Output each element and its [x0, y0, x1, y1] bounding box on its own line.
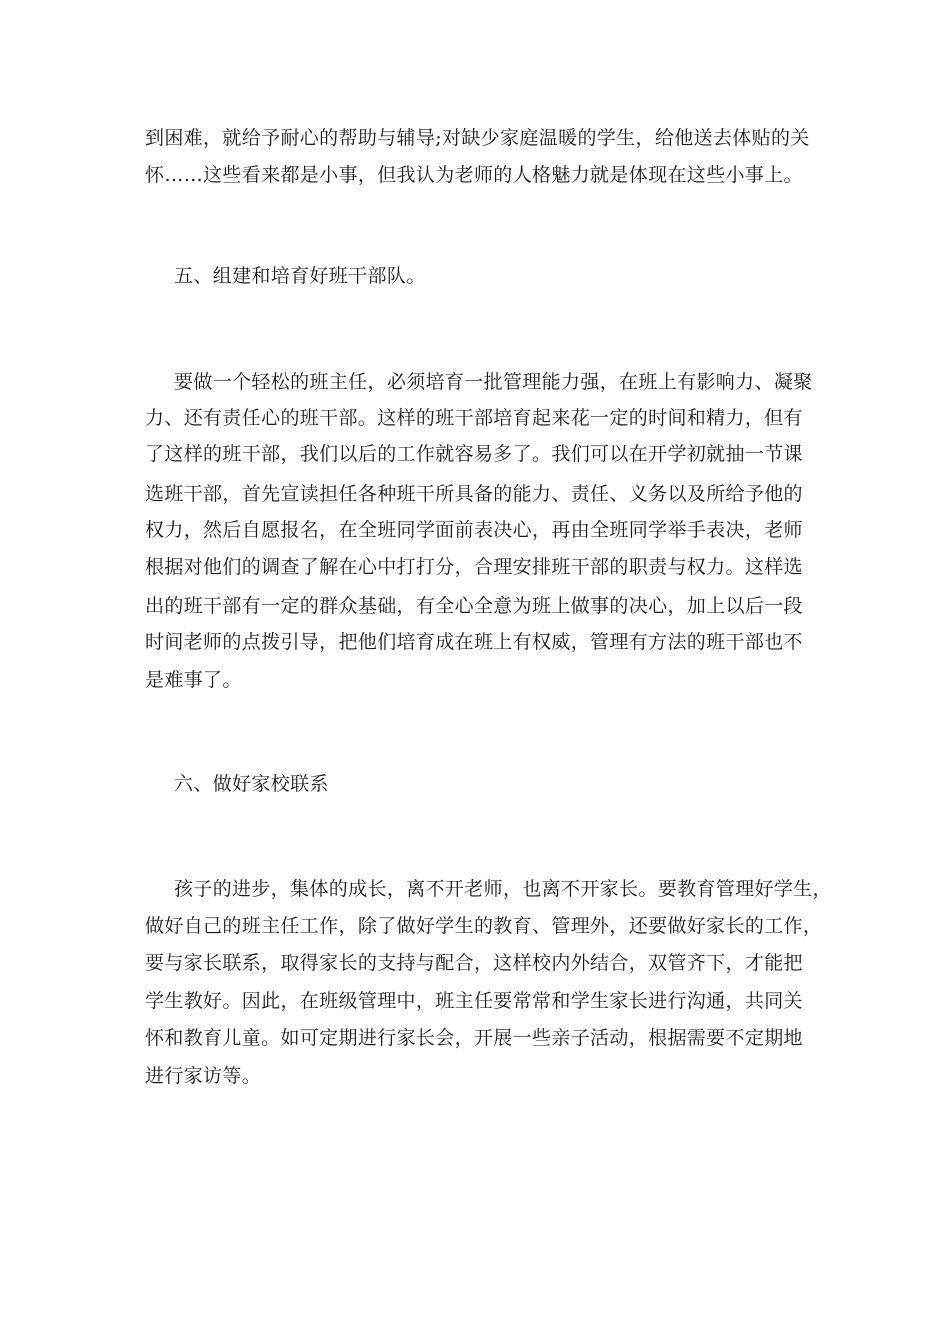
intro-line: 怀……这些看来都是小事，但我认为老师的人格魅力就是体现在这些小事上。 — [145, 164, 803, 186]
section-5-line: 了这样的班干部，我们以后的工作就容易多了。我们可以在开学初就抽一节课 — [145, 443, 803, 465]
section-6-line: 做好自己的班主任工作，除了做好学生的教育、管理外，还要做好家长的工作， — [145, 915, 823, 937]
section-5-line: 出的班干部有一定的群众基础，有全心全意为班上做事的决心，加上以后一段 — [145, 595, 803, 617]
section-5-line: 权力，然后自愿报名，在全班同学面前表决心，再由全班同学举手表决，老师 — [145, 519, 803, 541]
section-5-line: 力、还有责任心的班干部。这样的班干部培育起来花一定的时间和精力，但有 — [145, 407, 803, 429]
section-5-line: 根据对他们的调查了解在心中打打分，合理安排班干部的职责与权力。这样选 — [145, 556, 803, 578]
section-6-heading: 六、做好家校联系 — [174, 773, 329, 795]
section-6-line: 进行家访等。 — [145, 1065, 262, 1087]
section-5-line: 是难事了。 — [145, 669, 242, 691]
section-5-line: 要做一个轻松的班主任，必须培育一批管理能力强，在班上有影响力、凝聚 — [174, 371, 813, 393]
intro-line: 到困难，就给予耐心的帮助与辅导;对缺少家庭温暖的学生，给他送去体贴的关 — [145, 127, 810, 149]
section-5-line: 选班干部，首先宣读担任各种班干所具备的能力、责任、义务以及所给予他的 — [145, 483, 803, 505]
section-5-heading: 五、组建和培育好班干部队。 — [174, 265, 426, 287]
section-6-line: 孩子的进步，集体的成长，离不开老师，也离不开家长。要教育管理好学生， — [174, 878, 832, 900]
section-6-line: 学生教好。因此，在班级管理中，班主任要常常和学生家长进行沟通，共同关 — [145, 990, 803, 1012]
section-6-line: 要与家长联系，取得家长的支持与配合，这样校内外结合，双管齐下，才能把 — [145, 952, 803, 974]
section-5-line: 时间老师的点拨引导，把他们培育成在班上有权威，管理有方法的班干部也不 — [145, 631, 803, 653]
section-6-line: 怀和教育儿童。如可定期进行家长会，开展一些亲子活动，根据需要不定期地 — [145, 1027, 803, 1049]
